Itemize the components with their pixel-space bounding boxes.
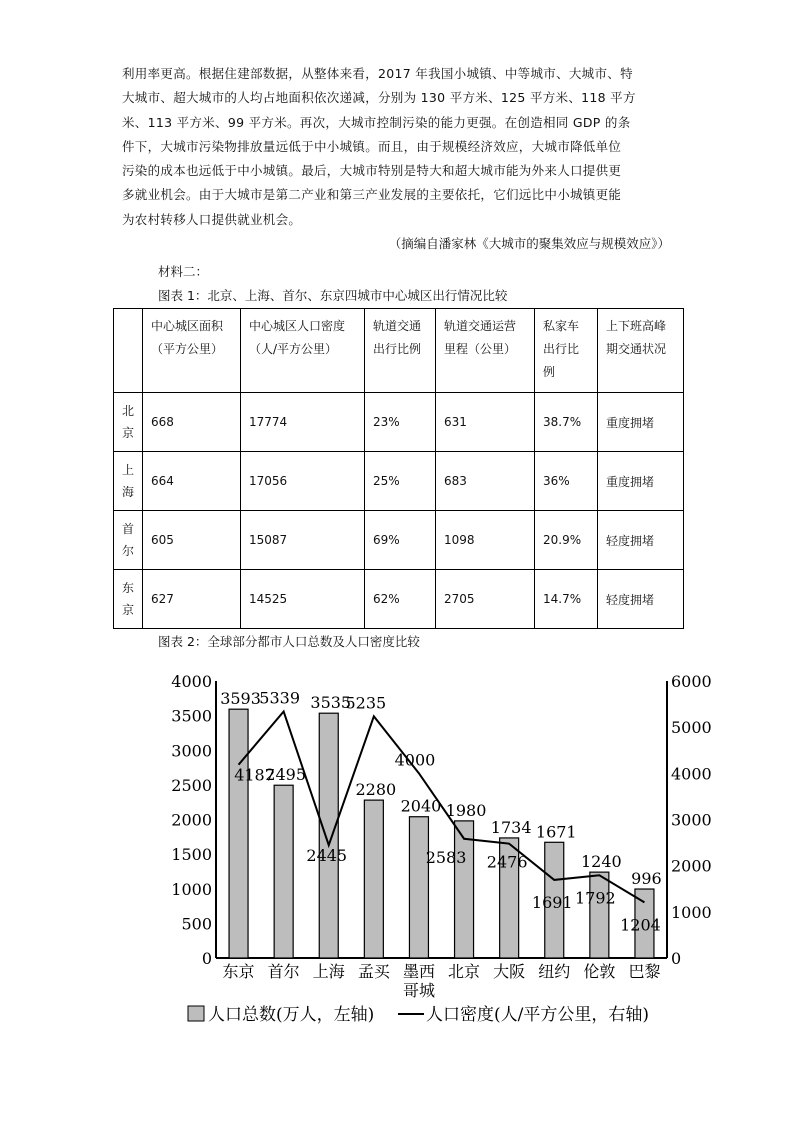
bar-value-label: 2040 xyxy=(400,796,442,816)
left-tick-label: 1000 xyxy=(171,879,212,899)
material1-line: 污染的成本也远低于中小城镇。最后，大城市特别是特大和超大城市能为外来人口提供更 xyxy=(122,163,622,179)
category-label: 大阪 xyxy=(493,962,526,981)
table-cell: 23% xyxy=(365,393,436,452)
bar xyxy=(409,817,428,958)
category-label: 伦敦 xyxy=(583,962,616,981)
line-value-label: 4187 xyxy=(234,765,275,785)
table-header-row xyxy=(114,309,684,393)
table-cell: 重度拥堵 xyxy=(598,452,684,511)
right-tick-label: 1000 xyxy=(671,902,712,922)
category-label: 上海 xyxy=(312,962,345,981)
bar-value-label: 1734 xyxy=(490,817,532,837)
table-cell: 轻度拥堵 xyxy=(598,570,684,629)
right-tick-label: 6000 xyxy=(671,672,712,691)
category-label: 纽约 xyxy=(538,962,571,981)
left-tick-label: 2000 xyxy=(171,810,212,830)
table-cell: 轻度拥堵 xyxy=(598,511,684,570)
line-value-label: 2445 xyxy=(306,846,348,866)
table-header-cell: 中心城区人口密度（人/平方公里） xyxy=(241,309,365,393)
table-header-cell: 私家车出行比例 xyxy=(535,309,598,393)
table-cell: 627 xyxy=(143,570,241,629)
table-row xyxy=(114,511,684,570)
line-value-label: 1204 xyxy=(620,915,661,935)
category-label: 首尔 xyxy=(267,962,300,981)
bar-value-label: 3593 xyxy=(220,689,261,709)
category-label: 墨西哥城 xyxy=(402,962,435,1000)
right-tick-label: 4000 xyxy=(671,764,712,784)
right-tick-label: 5000 xyxy=(671,718,712,738)
table-cell: 20.9% xyxy=(535,511,598,570)
category-label: 巴黎 xyxy=(628,962,661,981)
table-cell: 664 xyxy=(143,452,241,511)
table-header-cell: 轨道交通出行比例 xyxy=(365,309,436,393)
right-tick-label: 0 xyxy=(671,949,682,968)
category-label: 东京 xyxy=(222,962,255,981)
bar-value-label: 1980 xyxy=(445,800,487,820)
line-value-label: 2476 xyxy=(486,852,528,872)
material1-line: 利用率更高。根据住建部数据，从整体来看，2017 年我国小城镇、中等城市、大城市、特 xyxy=(122,66,633,81)
line-value-label: 5235 xyxy=(345,693,387,713)
bar xyxy=(590,872,609,958)
table-city-cell: 上海 xyxy=(114,452,143,511)
line-value-label: 2583 xyxy=(425,847,467,867)
bar xyxy=(274,785,293,958)
table1 xyxy=(113,308,684,629)
material1-line: 件下，大城市污染物排放量远低于中小城镇。而且，由于规模经济效应，大城市降低单位 xyxy=(122,138,622,154)
table-cell: 668 xyxy=(143,393,241,452)
table-cell: 17774 xyxy=(241,393,365,452)
left-tick-label: 4000 xyxy=(171,672,212,691)
table-header-cell: 轨道交通运营里程（公里） xyxy=(436,309,535,393)
table-row xyxy=(114,570,684,629)
table-city-cell: 东京 xyxy=(114,570,143,629)
material1-line: 为农村转移人口提供就业机会。 xyxy=(122,211,302,227)
category-label: 北京 xyxy=(448,962,481,981)
legend-bar-label: 人口总数(万人，左轴) xyxy=(208,1005,375,1025)
right-tick-label: 3000 xyxy=(671,810,712,830)
table-cell: 605 xyxy=(143,511,241,570)
bar xyxy=(455,821,474,958)
table-cell: 14.7% xyxy=(535,570,598,629)
table-cell: 631 xyxy=(436,393,535,452)
left-tick-label: 3500 xyxy=(171,706,212,726)
table-city-cell: 北京 xyxy=(114,393,143,452)
bar-value-label: 2280 xyxy=(355,780,397,800)
material1-source: （摘编自潘家林《大城市的聚集效应与规模效应》） xyxy=(388,236,670,251)
bar xyxy=(229,709,248,958)
chart2-caption: 图表 2：全球部分都市人口总数及人口密度比较 xyxy=(158,634,420,649)
material1-line: 多就业机会。由于大城市是第二产业和第三产业发展的主要依托，它们远比中小城镇更能 xyxy=(122,187,622,203)
density-line xyxy=(239,712,645,903)
table1-caption: 图表 1：北京、上海、首尔、东京四城市中心城区出行情况比较 xyxy=(158,288,508,303)
legend-bar-swatch xyxy=(188,1006,204,1021)
left-tick-label: 500 xyxy=(181,914,212,934)
bar-value-label: 3535 xyxy=(310,693,352,713)
right-tick-label: 2000 xyxy=(671,856,712,876)
table-header-cell: 上下班高峰期交通状况 xyxy=(598,309,684,393)
line-value-label: 4000 xyxy=(394,750,436,770)
line-value-label: 5339 xyxy=(259,688,301,708)
table-cell: 1098 xyxy=(436,511,535,570)
table-cell: 25% xyxy=(365,452,436,511)
table-cell: 62% xyxy=(365,570,436,629)
table-cell: 重度拥堵 xyxy=(598,393,684,452)
category-label: 孟买 xyxy=(357,962,390,981)
table-cell: 36% xyxy=(535,452,598,511)
bar xyxy=(364,800,383,958)
left-tick-label: 2500 xyxy=(171,775,212,795)
table-cell: 2705 xyxy=(436,570,535,629)
bar-value-label: 1671 xyxy=(535,822,577,842)
bar xyxy=(319,713,338,958)
left-tick-label: 0 xyxy=(201,949,212,968)
table-row xyxy=(114,452,684,511)
material1-line: 米、113 平方米、99 平方米。再次，大城市控制污染的能力更强。在创造相同 GDP 的条 xyxy=(122,114,631,130)
table-cell: 69% xyxy=(365,511,436,570)
table-header-cell: 中心城区面积（平方公里） xyxy=(143,309,241,393)
table-cell: 17056 xyxy=(241,452,365,511)
table-city-cell: 首尔 xyxy=(114,511,143,570)
bar-value-label: 2495 xyxy=(265,765,307,785)
left-tick-label: 3000 xyxy=(171,741,212,761)
material2-label: 材料二： xyxy=(158,264,209,279)
table-cell: 38.7% xyxy=(535,393,598,452)
material1-paragraph xyxy=(122,62,670,232)
bar-value-label: 1240 xyxy=(580,852,622,872)
table-cell: 683 xyxy=(436,452,535,511)
material1-line: 大城市、超大城市的人均占地面积依次递减，分别为 130 平方米、125 平方米、118 平方 xyxy=(122,90,636,106)
population-density-chart xyxy=(171,665,712,1040)
table-header-cell xyxy=(114,309,143,393)
legend-line-label: 人口密度(人/平方公里，右轴) xyxy=(426,1005,649,1025)
bar-value-label: 996 xyxy=(631,869,662,889)
table-cell: 15087 xyxy=(241,511,365,570)
table-row xyxy=(114,393,684,452)
table-cell: 14525 xyxy=(241,570,365,629)
line-value-label: 1691 xyxy=(531,892,573,912)
left-tick-label: 1500 xyxy=(171,845,212,865)
line-value-label: 1792 xyxy=(574,888,616,908)
